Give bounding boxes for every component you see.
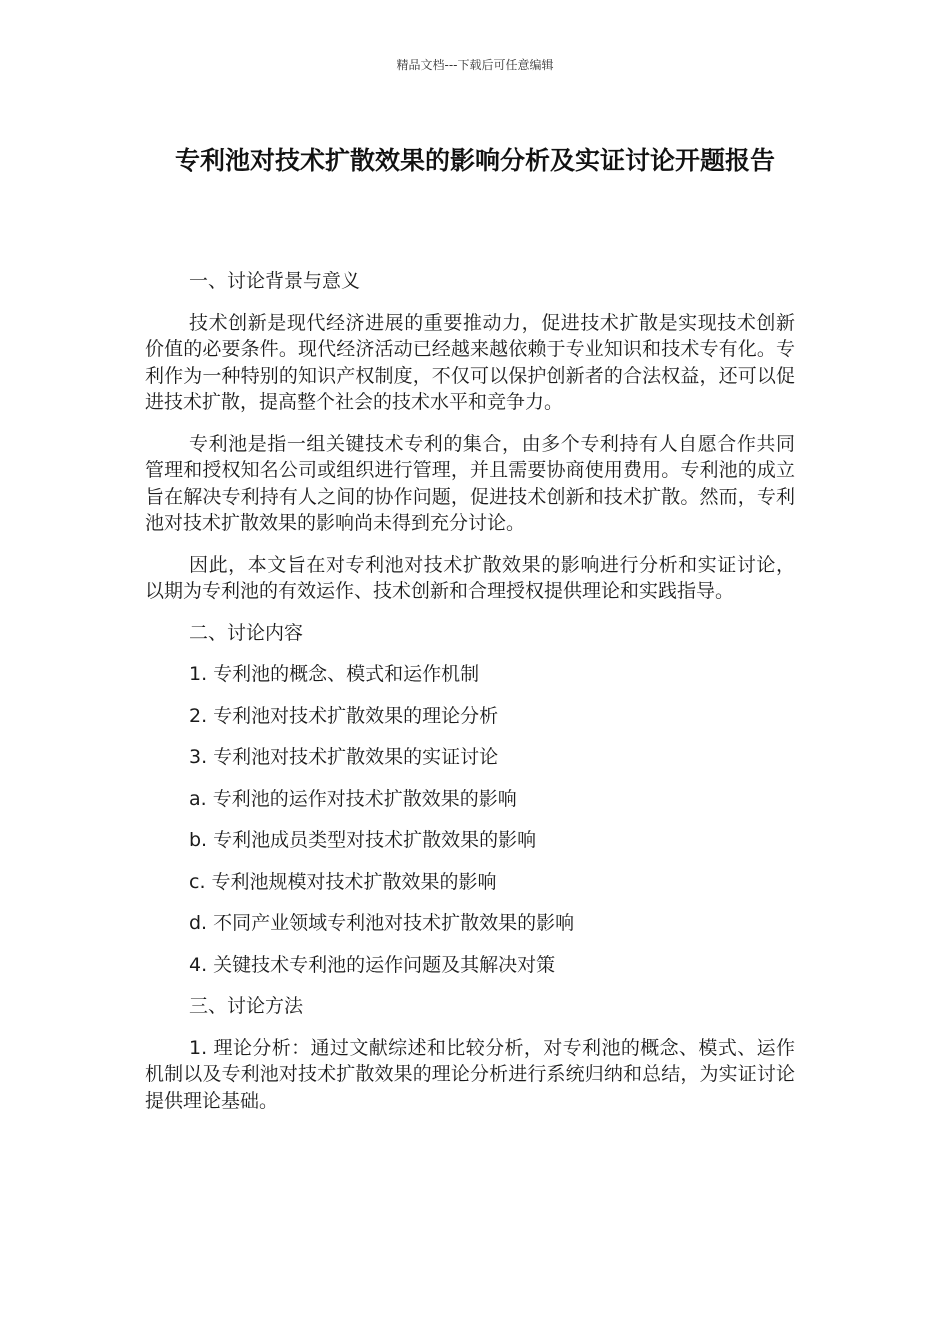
paragraph-methods-1: 1. 理论分析：通过文献综述和比较分析，对专利池的概念、模式、运作机制以及专利池对技术扩散效果的理论分析进行系统归纳和总结，为实证讨论提供理论基础。 [145,1036,795,1112]
list-item: 2. 专利池对技术扩散效果的理论分析 [189,704,499,727]
document-body [145,268,795,1129]
paragraph-background-3: 因此，本文旨在对专利池对技术扩散效果的影响进行分析和实证讨论，以期为专利池的有效运作、技术创新和合理授权提供理论和实践指导。 [145,553,795,602]
paragraph-background-2: 专利池是指一组关键技术专利的集合，由多个专利持有人自愿合作共同管理和授权知名公司或组织进行管理，并且需要协商使用费用。专利池的成立旨在解决专利持有人之间的协作问题，促进技术创新和技术扩散。然而，专利池对技术扩散效果的影响尚未得到充分讨论。 [145,432,795,534]
list-item: c. 专利池规模对技术扩散效果的影响 [189,870,497,893]
list-item: a. 专利池的运作对技术扩散效果的影响 [189,787,517,810]
section-heading-methods: 三、讨论方法 [189,995,304,1017]
list-item: 3. 专利池对技术扩散效果的实证讨论 [189,746,499,768]
document-title: 专利池对技术扩散效果的影响分析及实证讨论开题报告 [174,146,775,175]
section-heading-content: 二、讨论内容 [189,621,304,644]
list-item: 1. 专利池的概念、模式和运作机制 [189,663,480,685]
section-heading-background: 一、讨论背景与意义 [189,270,361,292]
list-item: 4. 关键技术专利池的运作问题及其解决对策 [189,953,556,976]
header-note: 精品文档---下载后可任意编辑 [396,58,554,72]
paragraph-background-1: 技术创新是现代经济进展的重要推动力，促进技术扩散是实现技术创新价值的必要条件。现代经济活动已经越来越依赖于专业知识和技术专有化。专利作为一种特别的知识产权制度，不仅可以保护创新者的合法权益，还可以促进技术扩散，提高整个社会的技术水平和竞争力。 [145,311,795,413]
list-item: b. 专利池成员类型对技术扩散效果的影响 [189,829,537,851]
list-item: d. 不同产业领域专利池对技术扩散效果的影响 [189,912,575,934]
